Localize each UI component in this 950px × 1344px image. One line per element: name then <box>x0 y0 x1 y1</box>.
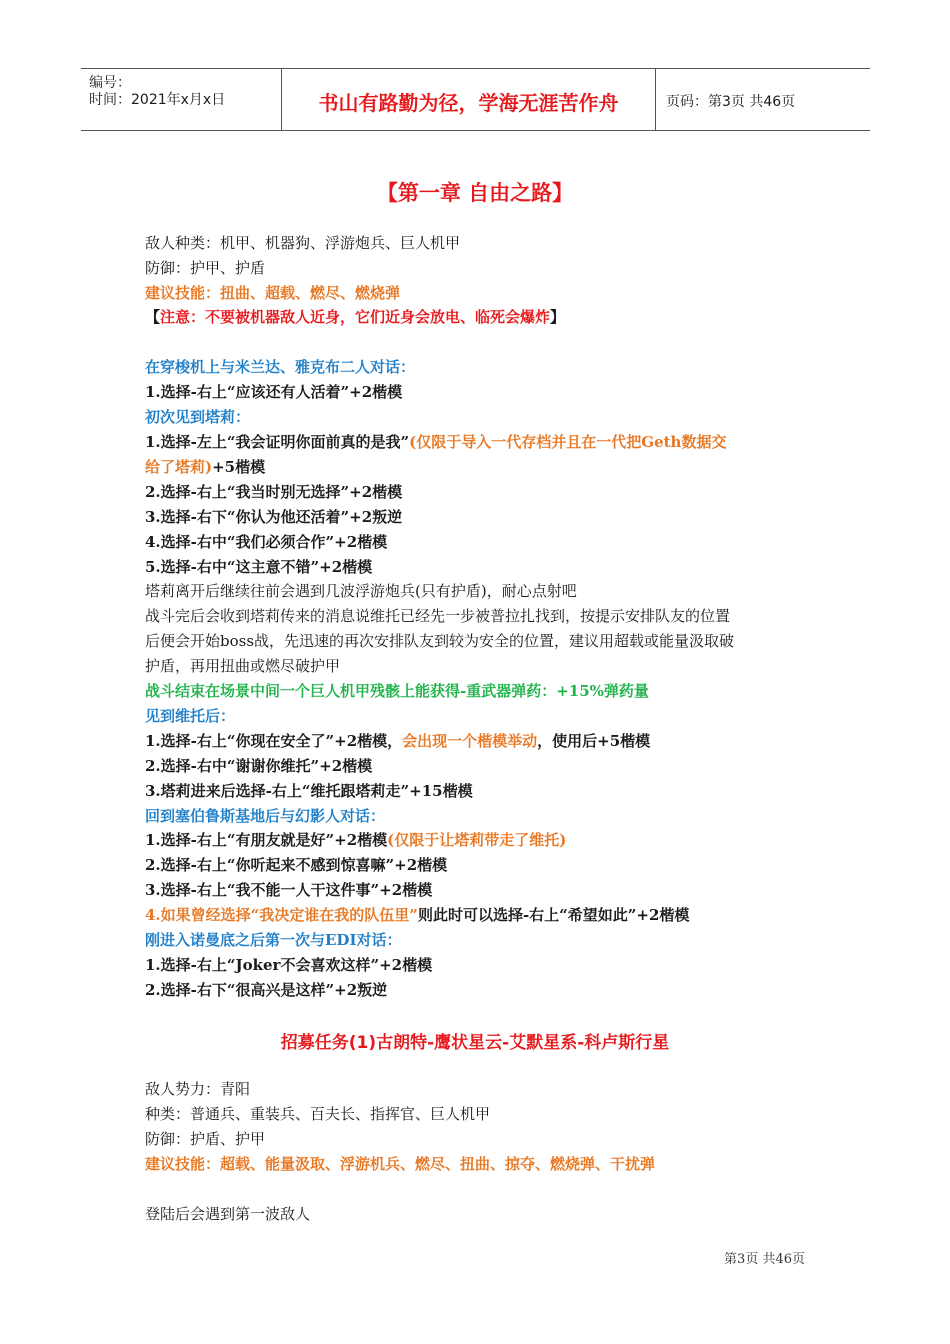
header-number: 编号： <box>89 75 131 91</box>
edi-choice-2: 2.选择-右下“很高兴是这样”+2叛逆 <box>145 981 388 999</box>
illusive-choice-4-condition: 如果曾经选择“我决定谁在我的队伍里” <box>160 906 418 924</box>
illusive-choice-4-num: 4. <box>145 906 161 924</box>
mission-title: 招募任务(1)古朗特-鹰状星云-艾默星系-科卢斯行星 <box>280 1033 670 1053</box>
veetor-choice-1 <box>145 731 650 751</box>
note-close: 】 <box>550 308 566 326</box>
warning-note <box>145 307 565 327</box>
heading-illusive-man: 回到塞伯鲁斯基地后与幻影人对话： <box>145 807 386 825</box>
heading-shuttle: 在穿梭机上与米兰达、雅克布二人对话： <box>145 358 416 376</box>
veetor-choice-3: 3.塔莉进来后选择-右上“维托跟塔莉走”+15楷模 <box>145 782 473 800</box>
note-open: 【 <box>145 308 161 326</box>
page-footer: 第3页 共46页 <box>724 1252 805 1267</box>
veetor-choice-2: 2.选择-右中“谢谢你维托”+2楷模 <box>145 757 373 775</box>
veetor-paragon-action: 会出现一个楷模举动 <box>402 732 538 750</box>
tali-choice-3: 3.选择-右下“你认为他还活着”+2叛逆 <box>145 508 403 526</box>
paragraph-boss-3: 护盾，再用扭曲或燃尽破护甲 <box>145 657 341 675</box>
mission-landing: 登陆后会遇到第一波敌人 <box>145 1205 311 1223</box>
illusive-choice-4 <box>145 905 689 925</box>
heading-tali: 初次见到塔莉： <box>145 408 251 426</box>
suggested-skills: 建议技能：扭曲、超载、燃尽、燃烧弹 <box>145 284 401 302</box>
tali-choice-1-text: 1.选择-左上“我会证明你面前真的是我” <box>145 433 410 451</box>
header-page-info: 页码：第3页 共46页 <box>666 94 796 110</box>
tali-choice-1 <box>145 432 726 452</box>
heading-veetor: 见到维托后： <box>145 707 236 725</box>
illusive-choice-3: 3.选择-右上“我不能一人干这件事”+2楷模 <box>145 881 433 899</box>
tali-choice-1-cont <box>145 457 265 477</box>
header-motto-cell <box>281 69 656 130</box>
veetor-choice-1-reward: ，使用后+5楷模 <box>537 732 651 750</box>
mission-defense: 防御：护盾、护甲 <box>145 1130 266 1148</box>
defense: 防御：护甲、护盾 <box>145 259 266 277</box>
mission-enemy-types: 种类：普通兵、重装兵、百夫长、指挥官、巨人机甲 <box>145 1105 491 1123</box>
tali-choice-5: 5.选择-右中“这主意不错”+2楷模 <box>145 558 373 576</box>
loot-note: 战斗结束在场景中间一个巨人机甲残骸上能获得-重武器弹药：+15%弹药量 <box>145 682 649 700</box>
tali-choice-2: 2.选择-右上“我当时别无选择”+2楷模 <box>145 483 403 501</box>
mission-skills: 建议技能：超载、能量汲取、浮游机兵、燃尽、扭曲、掠夺、燃烧弹、干扰弹 <box>145 1155 656 1173</box>
illusive-choice-1 <box>145 830 566 850</box>
illusive-choice-4-text: 则此时可以选择-右上“希望如此”+2楷模 <box>417 906 690 924</box>
illusive-choice-1-condition: (仅限于让塔莉带走了维托) <box>387 831 567 849</box>
mission-faction: 敌人势力：青阳 <box>145 1080 251 1098</box>
enemy-types: 敌人种类：机甲、机器狗、浮游炮兵、巨人机甲 <box>145 234 461 252</box>
paragraph-boss-1: 战斗完后会收到塔莉传来的消息说维托已经先一步被普拉扎找到，按提示安排队友的位置 <box>145 607 731 625</box>
illusive-choice-1-text: 1.选择-右上“有朋友就是好”+2楷模 <box>145 831 388 849</box>
header-time: 时间：2021年x月x日 <box>89 92 226 108</box>
heading-edi: 刚进入诺曼底之后第一次与EDI对话： <box>145 931 402 949</box>
shuttle-choice-1: 1.选择-右上“应该还有人活着”+2楷模 <box>145 383 403 401</box>
note-text: 注意：不要被机器敌人近身，它们近身会放电、临死会爆炸 <box>160 308 551 326</box>
illusive-choice-2: 2.选择-右上“你听起来不感到惊喜嘛”+2楷模 <box>145 856 448 874</box>
tali-choice-4: 4.选择-右中“我们必须合作”+2楷模 <box>145 533 388 551</box>
chapter-title: 【第一章 自由之路】 <box>376 181 574 205</box>
paragraph-drones: 塔莉离开后继续往前会遇到几波浮游炮兵(只有护盾)，耐心点射吧 <box>145 582 577 600</box>
veetor-choice-1-text: 1.选择-右上“你现在安全了”+2楷模， <box>145 732 403 750</box>
header-meta <box>81 69 281 130</box>
paragraph-boss-2: 后便会开始boss战，先迅速的再次安排队友到较为安全的位置，建议用超载或能量汲取破 <box>145 632 735 650</box>
tali-choice-1-reward: +5楷模 <box>212 458 266 476</box>
edi-choice-1: 1.选择-右上“Joker不会喜欢这样”+2楷模 <box>145 956 433 974</box>
tali-choice-1-condition: (仅限于导入一代存档并且在一代把Geth数据交 <box>409 433 727 451</box>
tali-choice-1-condition-end: 给了塔莉) <box>145 458 213 476</box>
header-page-cell <box>656 69 870 130</box>
header-motto: 书山有路勤为径，学海无涯苦作舟 <box>318 91 619 115</box>
page-header <box>81 68 870 131</box>
